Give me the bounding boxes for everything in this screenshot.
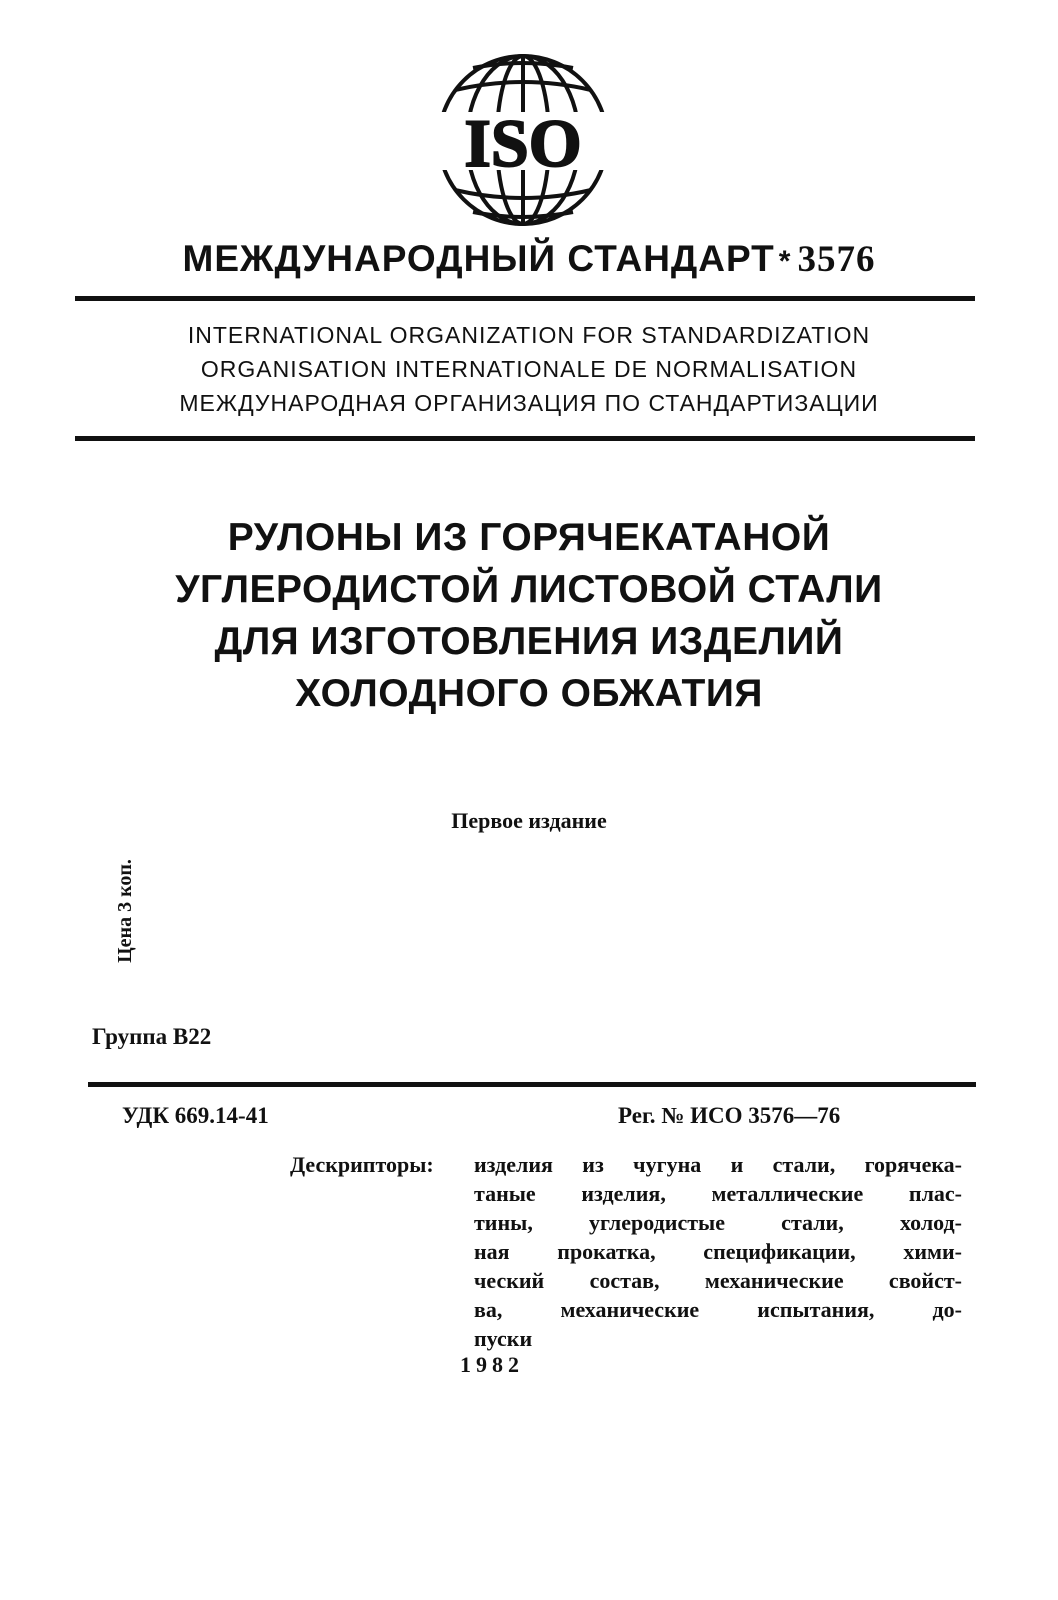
edition-label: Первое издание — [451, 808, 607, 833]
descriptor-line: ная прокатка, спецификации, хими- — [474, 1239, 962, 1264]
group-label: Группа В22 — [92, 1024, 212, 1049]
title-line: ХОЛОДНОГО ОБЖАТИЯ — [295, 672, 763, 715]
descriptor-line: таные изделия, металлические плас- — [474, 1181, 962, 1206]
organization-name-ru: МЕЖДУНАРОДНАЯ ОРГАНИЗАЦИЯ ПО СТАНДАРТИЗАЦИИ — [179, 390, 879, 416]
descriptor-line: пуски — [474, 1326, 533, 1351]
iso-logo — [433, 50, 613, 230]
title-line: УГЛЕРОДИСТОЙ ЛИСТОВОЙ СТАЛИ — [175, 568, 883, 611]
registration-number: Рег. № ИСО 3576—76 — [618, 1103, 841, 1128]
udk-code: УДК 669.14-41 — [122, 1103, 269, 1128]
standard-label: МЕЖДУНАРОДНЫЙ СТАНДАРТ — [182, 238, 775, 279]
publication-year: 1982 — [460, 1352, 524, 1377]
organization-name-en: INTERNATIONAL ORGANIZATION FOR STANDARDIZATION — [187, 322, 871, 348]
title-line: РУЛОНЫ ИЗ ГОРЯЧЕКАТАНОЙ — [227, 516, 831, 559]
descriptor-line: ва, механические испытания, до- — [474, 1297, 962, 1322]
descriptor-line: ческий состав, механические свойст- — [474, 1268, 962, 1293]
title-line: ДЛЯ ИЗГОТОВЛЕНИЯ ИЗДЕЛИЙ — [214, 620, 844, 663]
bottom-rule — [88, 1082, 976, 1087]
descriptors-label: Дескрипторы: — [290, 1152, 434, 1177]
iso-logo-text: ISO — [464, 105, 582, 181]
organization-rule — [75, 436, 975, 441]
top-rule — [75, 296, 975, 301]
descriptors-text — [474, 1150, 962, 1353]
descriptor-line: тины, углеродистые стали, холод- — [474, 1210, 962, 1235]
organization-name-fr: ORGANISATION INTERNATIONALE DE NORMALISATION — [200, 356, 858, 382]
standard-number: 3576 — [797, 239, 876, 280]
descriptor-line: изделия из чугуна и стали, горячека- — [474, 1152, 962, 1177]
standard-heading — [0, 238, 1058, 281]
document-title — [0, 512, 1058, 720]
price-label: Цена 3 коп. — [114, 859, 136, 963]
star-mark: * — [778, 245, 792, 278]
